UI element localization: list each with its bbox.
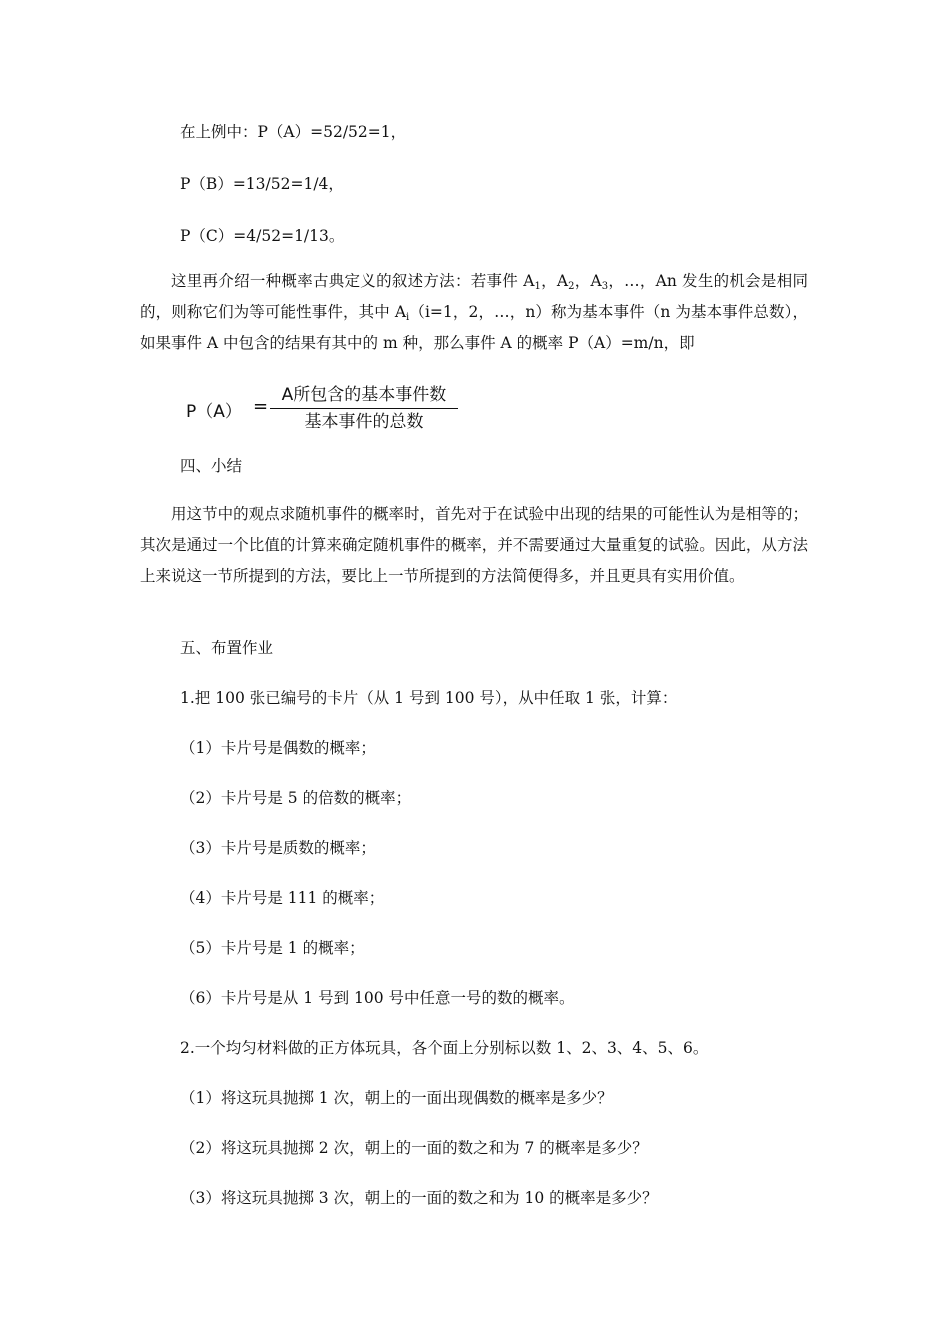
formula-fraction	[270, 384, 458, 433]
summary-paragraph: 用这节中的观点求随机事件的概率时，首先对于在试验中出现的结果的可能性认为是相等的；其次是通过一个比值的计算来确定随机事件的概率，并不需要通过大量重复的试验。因此，从方法上来说这一节所提到的方法，要比上一节所提到的方法简便得多，并且更具有实用价值。	[140, 505, 808, 585]
list-item: （1）将这玩具抛掷 1 次，朝上的一面出现偶数的概率是多少？	[180, 1089, 613, 1107]
example-p-c: P（C）=4/52=1/13。	[180, 227, 345, 245]
definition-paragraph: 这里再介绍一种概率古典定义的叙述方法：若事件 $A_1$，$A_2$，$A_3$，…，An 发生的机会是相同的，则称它们为等可能性事件，其中 $A_i(i=1$，2，…，n）称为基本事件（n 为基本事件总数），如果事件 A 中包含的结果有其中的 m 种，那么事件 A 的概率 P（A）=m/n，即	[140, 272, 808, 352]
formula-numerator: A所包含的基本事件数	[281, 385, 447, 405]
summary-heading: 四、小结	[180, 457, 243, 475]
formula-denominator: 基本事件的总数	[304, 412, 424, 432]
homework-question-2: 2.一个均匀材料做的正方体玩具，各个面上分别标以数 1、2、3、4、5、6。	[180, 1039, 709, 1057]
list-item: （1）卡片号是偶数的概率；	[180, 739, 376, 757]
list-item: （2）卡片号是 5 的倍数的概率；	[180, 789, 412, 807]
list-item: （4）卡片号是 111 的概率；	[180, 889, 385, 907]
list-item: （3）卡片号是质数的概率；	[180, 839, 376, 857]
list-item: （5）卡片号是 1 的概率；	[180, 939, 365, 957]
fraction-bar	[270, 408, 458, 409]
list-item: （6）卡片号是从 1 号到 100 号中任意一号的数的概率。	[180, 989, 575, 1007]
formula-lhs: P（A）	[186, 402, 242, 422]
list-item: （2）将这玩具抛掷 2 次，朝上的一面的数之和为 7 的概率是多少？	[180, 1139, 648, 1157]
list-item: （3）将这玩具抛掷 3 次，朝上的一面的数之和为 10 的概率是多少？	[180, 1189, 658, 1207]
homework-question-1: 1.把 100 张已编号的卡片（从 1 号到 100 号），从中任取 1 张，计算：	[180, 689, 678, 707]
example-p-b: P（B）=13/52=1/4，	[180, 175, 344, 193]
example-p-a: 在上例中：P（A）=52/52=1，	[180, 123, 407, 141]
homework-heading: 五、布置作业	[180, 639, 274, 657]
formula-equals: =	[253, 396, 269, 417]
